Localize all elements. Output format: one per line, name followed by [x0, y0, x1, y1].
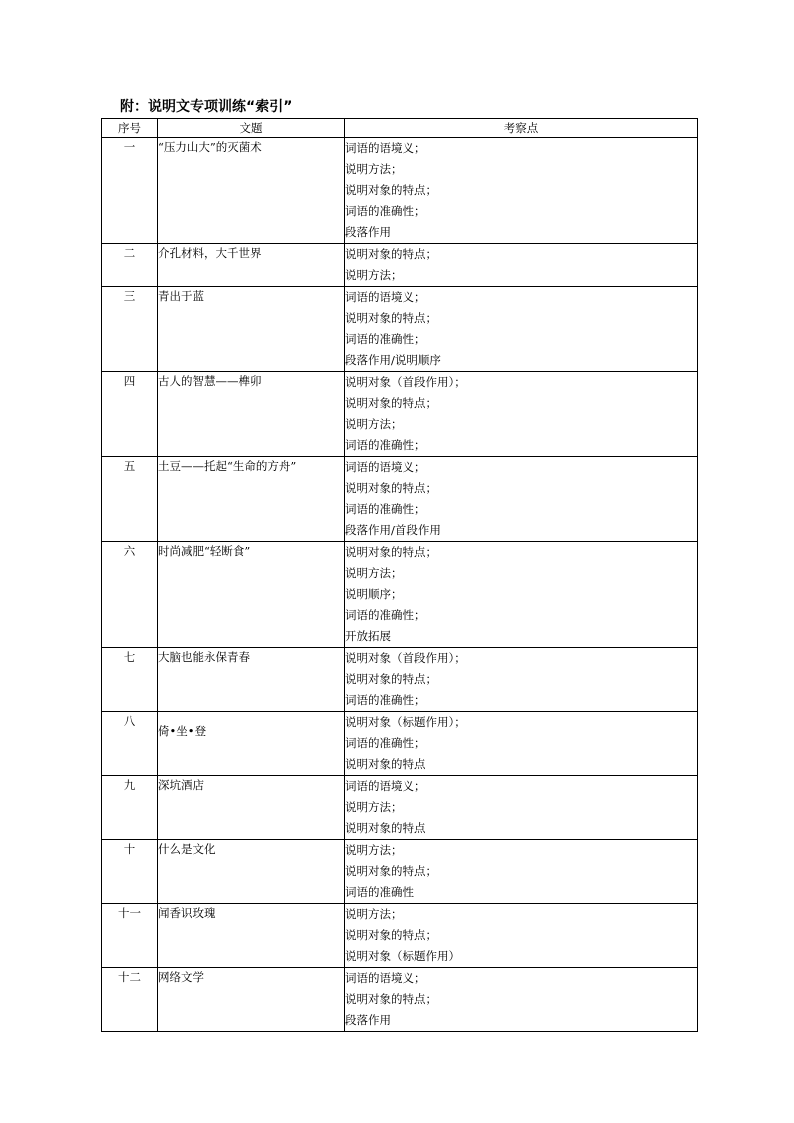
point-item: 开放拓展	[345, 629, 391, 643]
point-item: 说明方法；	[345, 843, 403, 857]
point-item: 词语的准确性；	[345, 502, 426, 516]
row-points-cell	[345, 287, 698, 372]
row-title: 古人的智慧——榫卯	[158, 374, 262, 388]
point-item: 说明对象的特点；	[345, 247, 437, 261]
row-points-cell	[345, 904, 698, 968]
point-item: 说明方法；	[345, 162, 403, 176]
row-title-cell	[158, 287, 345, 372]
row-points-cell	[345, 776, 698, 840]
row-number: 一	[102, 138, 158, 244]
row-title-cell	[158, 372, 345, 457]
point-item: 说明对象的特点；	[345, 396, 437, 410]
row-title: 大脑也能永保青春	[158, 650, 250, 664]
row-number: 八	[102, 712, 158, 776]
table-row	[102, 648, 698, 712]
row-title: 倚•坐•登	[158, 724, 207, 738]
table-row	[102, 776, 698, 840]
row-number: 七	[102, 648, 158, 712]
point-item: 说明对象的特点；	[345, 311, 437, 325]
row-points-cell	[345, 138, 698, 244]
document-title: 附：说明文专项训练“索引”	[120, 99, 293, 115]
point-item: 词语的语境义；	[345, 460, 426, 474]
header-title: 文题	[158, 119, 345, 138]
row-title-cell	[158, 840, 345, 904]
table-row	[102, 244, 698, 287]
point-item: 词语的语境义；	[345, 290, 426, 304]
point-item: 段落作用	[345, 1013, 391, 1027]
point-item: 词语的准确性；	[345, 693, 426, 707]
row-title: 土豆——托起“生命的方舟”	[158, 459, 297, 473]
row-title-cell	[158, 904, 345, 968]
row-title-cell	[158, 968, 345, 1032]
row-title-cell	[158, 712, 345, 776]
header-row	[102, 119, 698, 138]
point-item: 说明对象的特点；	[345, 183, 437, 197]
index-table	[101, 118, 698, 1032]
row-title: 闻香识玫瑰	[158, 906, 216, 920]
point-item: 说明对象（首段作用）；	[345, 651, 466, 665]
point-item: 词语的准确性；	[345, 438, 426, 452]
point-item: 说明方法；	[345, 268, 403, 282]
point-item: 段落作用/首段作用	[345, 523, 441, 537]
row-title-cell	[158, 244, 345, 287]
table-row	[102, 712, 698, 776]
point-item: 说明对象的特点	[345, 821, 426, 835]
row-title: 网络文学	[158, 970, 204, 984]
row-points-cell	[345, 372, 698, 457]
table-row	[102, 840, 698, 904]
row-points-cell	[345, 968, 698, 1032]
point-item: 说明对象的特点；	[345, 992, 437, 1006]
row-title-cell	[158, 776, 345, 840]
row-title: 什么是文化	[158, 842, 216, 856]
row-number: 九	[102, 776, 158, 840]
row-title: 时尚减肥“轻断食”	[158, 544, 251, 558]
row-title-cell	[158, 457, 345, 542]
table-header	[102, 119, 698, 138]
header-points: 考察点	[345, 119, 698, 138]
table-body	[102, 138, 698, 1032]
row-number: 五	[102, 457, 158, 542]
point-item: 说明方法；	[345, 566, 403, 580]
table-row	[102, 287, 698, 372]
row-points-cell	[345, 712, 698, 776]
row-points-cell	[345, 244, 698, 287]
point-item: 词语的语境义；	[345, 141, 426, 155]
table-row	[102, 138, 698, 244]
point-item: 词语的语境义；	[345, 779, 426, 793]
row-title: “压力山大”的灭菌术	[158, 140, 262, 154]
header-number: 序号	[102, 119, 158, 138]
point-item: 说明顺序；	[345, 587, 403, 601]
point-item: 词语的准确性；	[345, 332, 426, 346]
point-item: 词语的准确性；	[345, 736, 426, 750]
point-item: 说明方法；	[345, 907, 403, 921]
row-points-cell	[345, 840, 698, 904]
point-item: 说明对象的特点	[345, 757, 426, 771]
row-number: 四	[102, 372, 158, 457]
point-item: 说明对象（标题作用）；	[345, 715, 466, 729]
table-row	[102, 904, 698, 968]
row-title-cell	[158, 648, 345, 712]
row-points-cell	[345, 648, 698, 712]
row-number: 十一	[102, 904, 158, 968]
row-points-cell	[345, 457, 698, 542]
point-item: 词语的准确性	[345, 885, 414, 899]
table-row	[102, 457, 698, 542]
point-item: 词语的准确性；	[345, 204, 426, 218]
row-title: 介孔材料，大千世界	[158, 246, 262, 260]
row-number: 六	[102, 542, 158, 648]
table-row	[102, 968, 698, 1032]
point-item: 说明对象的特点；	[345, 672, 437, 686]
point-item: 说明对象的特点；	[345, 481, 437, 495]
row-number: 三	[102, 287, 158, 372]
point-item: 说明对象的特点；	[345, 545, 437, 559]
row-points-cell	[345, 542, 698, 648]
row-number: 十二	[102, 968, 158, 1032]
point-item: 段落作用/说明顺序	[345, 353, 441, 367]
point-item: 词语的准确性；	[345, 608, 426, 622]
point-item: 词语的语境义；	[345, 971, 426, 985]
row-title-cell	[158, 542, 345, 648]
point-item: 说明对象的特点；	[345, 864, 437, 878]
row-title: 深坑酒店	[158, 778, 204, 792]
table-row	[102, 542, 698, 648]
point-item: 说明对象（标题作用）	[345, 949, 460, 963]
point-item: 说明方法；	[345, 800, 403, 814]
row-number: 十	[102, 840, 158, 904]
point-item: 说明方法；	[345, 417, 403, 431]
point-item: 说明对象的特点；	[345, 928, 437, 942]
point-item: 段落作用	[345, 225, 391, 239]
row-title: 青出于蓝	[158, 289, 204, 303]
row-title-cell	[158, 138, 345, 244]
table-row	[102, 372, 698, 457]
point-item: 说明对象（首段作用）；	[345, 375, 466, 389]
row-number: 二	[102, 244, 158, 287]
